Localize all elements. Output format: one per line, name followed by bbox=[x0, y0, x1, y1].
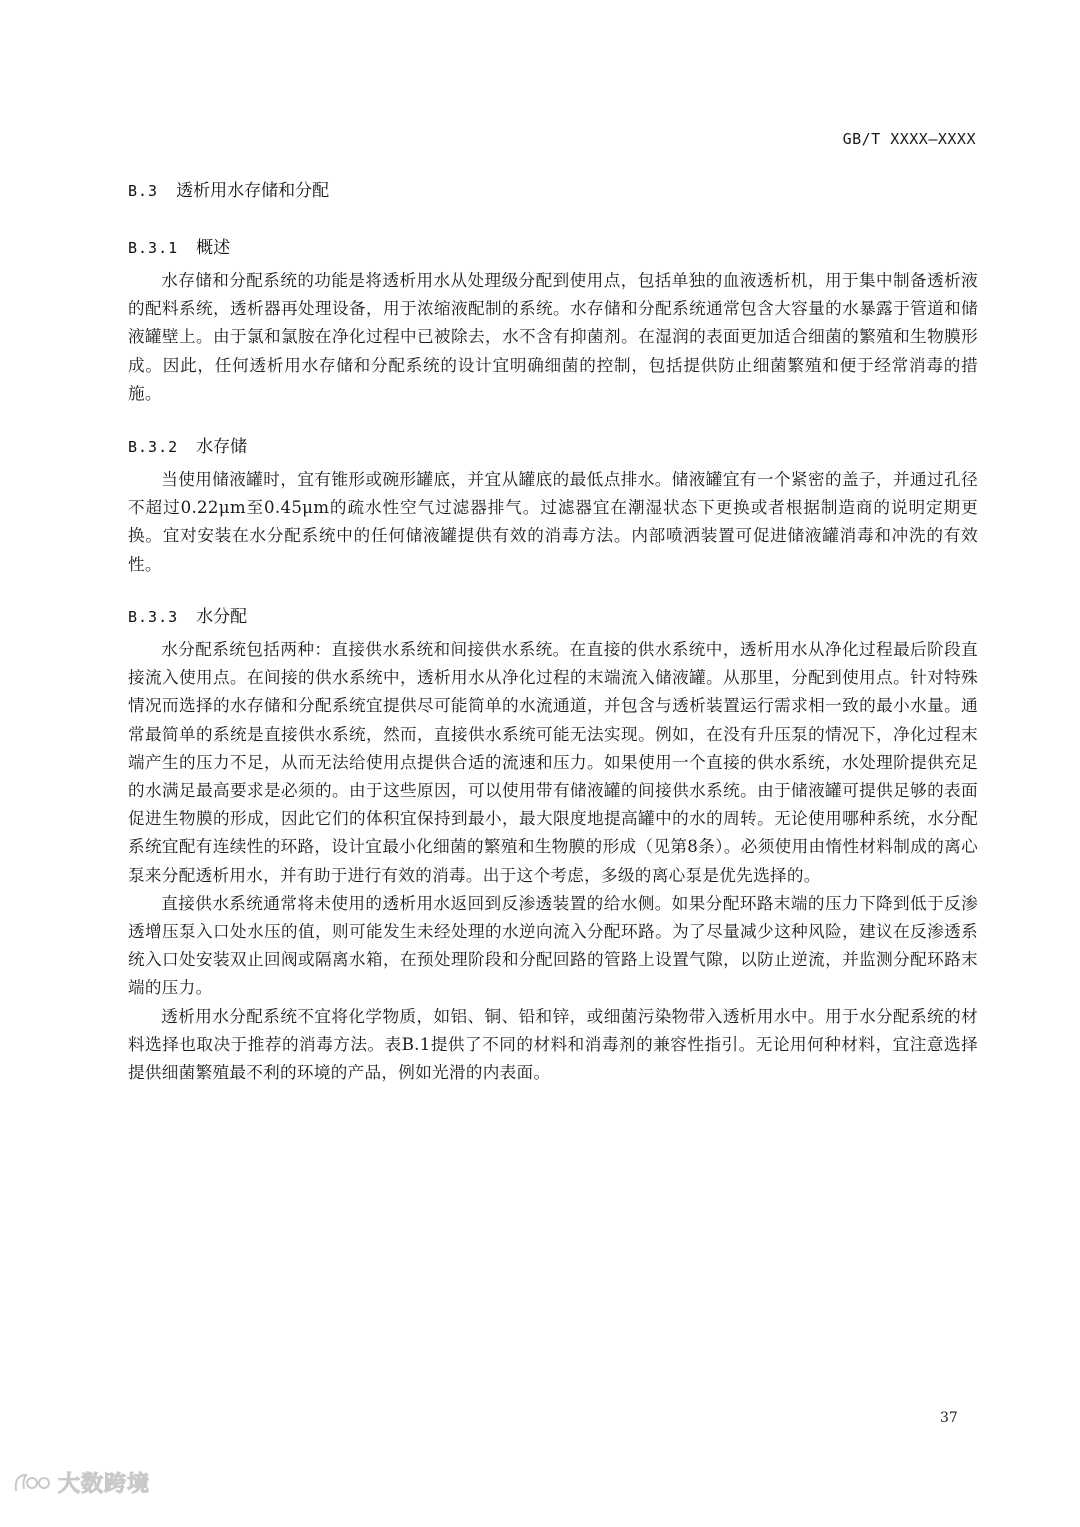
section-number: B.3.1 bbox=[128, 239, 179, 257]
section-number: B.3 bbox=[128, 182, 159, 200]
watermark-text: 大数跨境 bbox=[58, 1472, 151, 1497]
section-title: 透析用水存储和分配 bbox=[176, 181, 330, 201]
paragraph: 透析用水分配系统不宜将化学物质，如铝、铜、铅和锌，或细菌污染物带入透析用水中。用于水分配系统的材料选择也取决于推荐的消毒方法。表B.1提供了不同的材料和消毒剂的兼容性指引。无论用何种材料，宜注意选择提供细菌繁殖最不利的环境的产品，例如光滑的内表面。 bbox=[128, 1006, 978, 1083]
section-title: 水存储 bbox=[196, 437, 248, 457]
paragraph: 水分配系统包括两种：直接供水系统和间接供水系统。在直接的供水系统中，透析用水从净化过程最后阶段直接流入使用点。在间接的供水系统中，透析用水从净化过程的末端流入储液罐。从那里，分配到使用点。针对特殊情况而选择的水存储和分配系统宜提供尽可能简单的水流通道，并包含与透析装置运行需求相一致的最小水量。通常最简单的系统是直接供水系统，然而，直接供水系统可能无法实现。例如，在没有升压泵的情况下，净化过程末端产生的压力不足，从而无法给使用点提供合适的流速和压力。如果使用一个直接的供水系统，水处理阶提供充足的水满足最高要求是必须的。由于这些原因，可以使用带有储液罐的间接供水系统。由于储液罐可提供足够的表面促进生物膜的形成，因此它们的体积宜保持到最小，最大限度地提高罐中的水的周转。无论使用哪种系统，水分配系统宜配有连续性的环路，设计宜最小化细菌的繁殖和生物膜的形成（见第8条）。必须使用由惰性材料制成的离心泵来分配透析用水，并有助于进行有效的消毒。出于这个考虑，多级的离心泵是优先选择的。 bbox=[128, 640, 978, 885]
section-b33 bbox=[128, 602, 978, 1087]
watermark-logo-icon bbox=[12, 1469, 52, 1497]
paragraph: 当使用储液罐时，宜有锥形或碗形罐底，并宜从罐底的最低点排水。储液罐宜有一个紧密的盖子，并通过孔径不超过0.22μm至0.45μm的疏水性空气过滤器排气。过滤器宜在潮湿状态下更换或者根据制造商的说明定期更换。宜对安装在水分配系统中的任何储液罐提供有效的消毒方法。内部喷洒装置可促进储液罐消毒和冲洗的有效性。 bbox=[128, 470, 978, 574]
section-b32 bbox=[128, 432, 978, 579]
section-title: 概述 bbox=[196, 238, 231, 258]
section-title: 水分配 bbox=[196, 607, 248, 627]
section-number: B.3.3 bbox=[128, 608, 179, 626]
page-number: 37 bbox=[940, 1410, 958, 1426]
section-b3-heading bbox=[128, 176, 978, 201]
section-b31 bbox=[128, 233, 978, 408]
section-number: B.3.2 bbox=[128, 438, 179, 456]
document-code: GB/T XXXX—XXXX bbox=[842, 130, 976, 148]
paragraph: 水存储和分配系统的功能是将透析用水从处理级分配到使用点，包括单独的血液透析机，用于集中制备透析液的配料系统，透析器再处理设备，用于浓缩液配制的系统。水存储和分配系统通常包含大容量的水暴露于管道和储液罐壁上。由于氯和氯胺在净化过程中已被除去，水不含有抑菌剂。在湿润的表面更加适合细菌的繁殖和生物膜形成。因此，任何透析用水存储和分配系统的设计宜明确细菌的控制，包括提供防止细菌繁殖和便于经常消毒的措施。 bbox=[128, 271, 978, 403]
watermark bbox=[12, 1467, 150, 1498]
paragraph: 直接供水系统通常将未使用的透析用水返回到反渗透装置的给水侧。如果分配环路末端的压力下降到低于反渗透增压泵入口处水压的值，则可能发生未经处理的水逆向流入分配环路。为了尽量减少这种风险，建议在反渗透系统入口处安装双止回阀或隔离水箱，在预处理阶段和分配回路的管路上设置气隙，以防止逆流，并监测分配环路末端的压力。 bbox=[128, 893, 978, 998]
